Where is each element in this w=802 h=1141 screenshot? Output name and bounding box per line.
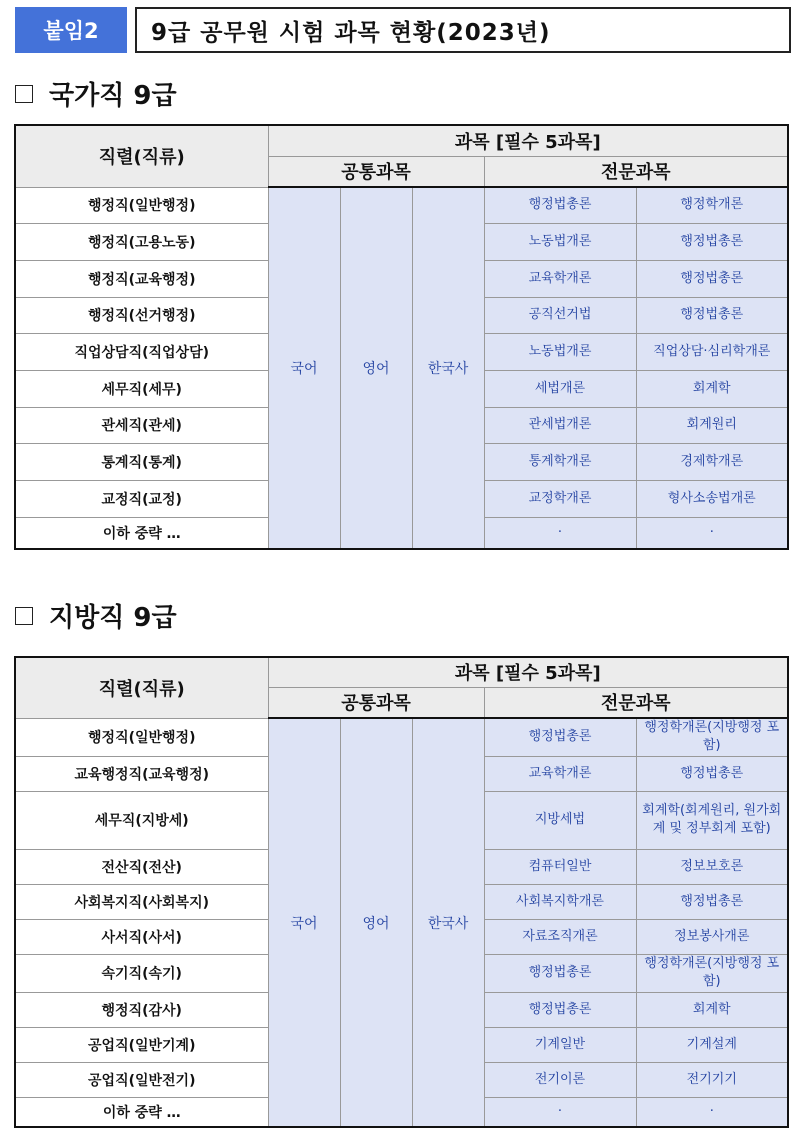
job-cell: 관세직(관세) (15, 407, 268, 443)
special-subject-cell: 행정법총론 (484, 187, 636, 223)
special-subject-cell: 공직선거법 (484, 297, 636, 333)
special-subject-cell: 행정법총론 (484, 954, 636, 992)
section-title-national-text: 국가직 9급 (49, 81, 177, 111)
job-cell: 직업상담직(직업상담) (15, 333, 268, 370)
document-title: 9급 공무원 시험 과목 현황(2023년) (135, 7, 791, 53)
special-subject-cell: 사회복지학개론 (484, 884, 636, 919)
special-subject-cell: 노동법개론 (484, 223, 636, 260)
header-job: 직렬(직류) (15, 657, 268, 718)
job-cell: 세무직(지방세) (15, 791, 268, 849)
special-subject-cell: 직업상담·심리학개론 (636, 333, 788, 370)
special-subject-cell: 기계설계 (636, 1027, 788, 1062)
job-cell: 세무직(세무) (15, 370, 268, 407)
special-subject-cell: 회계원리 (636, 407, 788, 443)
job-cell: 사회복지직(사회복지) (15, 884, 268, 919)
special-subject-cell: 통계학개론 (484, 443, 636, 480)
special-subject-cell: 전기기기 (636, 1062, 788, 1097)
special-subject-cell: 정보봉사개론 (636, 919, 788, 954)
header-job: 직렬(직류) (15, 125, 268, 187)
job-cell: 이하 중략 … (15, 1097, 268, 1127)
national-subject-table (14, 124, 789, 550)
special-subject-cell: 형사소송법개론 (636, 480, 788, 517)
special-subject-cell: · (636, 1097, 788, 1127)
special-subject-cell: 지방세법 (484, 791, 636, 849)
special-subject-cell: 행정법총론 (636, 756, 788, 791)
special-subject-cell: 노동법개론 (484, 333, 636, 370)
special-subject-cell: · (484, 1097, 636, 1127)
job-cell: 공업직(일반전기) (15, 1062, 268, 1097)
special-subject-cell: 교육학개론 (484, 756, 636, 791)
local-subject-table (14, 656, 789, 1128)
special-subject-cell: 자료조직개론 (484, 919, 636, 954)
table-row (15, 187, 788, 223)
special-subject-cell: 교정학개론 (484, 480, 636, 517)
table-row (15, 718, 788, 756)
special-subject-cell: 행정법총론 (636, 223, 788, 260)
common-subject-cell: 한국사 (412, 718, 484, 1127)
common-subject-cell: 국어 (268, 187, 340, 549)
checkbox-square-icon (15, 85, 33, 103)
special-subject-cell: 회계학(회계원리, 원가회계 및 정부회계 포함) (636, 791, 788, 849)
header-common: 공통과목 (268, 687, 484, 718)
header-subjects: 과목 [필수 5과목] (268, 657, 788, 687)
checkbox-square-icon (15, 607, 33, 625)
header-common: 공통과목 (268, 156, 484, 187)
special-subject-cell: · (484, 517, 636, 549)
job-cell: 행정직(일반행정) (15, 718, 268, 756)
special-subject-cell: 행정학개론 (636, 187, 788, 223)
special-subject-cell: 전기이론 (484, 1062, 636, 1097)
job-cell: 공업직(일반기계) (15, 1027, 268, 1062)
common-subject-cell: 영어 (340, 187, 412, 549)
attachment-badge: 붙임2 (15, 7, 127, 53)
common-subject-cell: 국어 (268, 718, 340, 1127)
document-header (15, 7, 791, 53)
special-subject-cell: 경제학개론 (636, 443, 788, 480)
job-cell: 교정직(교정) (15, 480, 268, 517)
special-subject-cell: 관세법개론 (484, 407, 636, 443)
special-subject-cell: 행정법총론 (636, 884, 788, 919)
special-subject-cell: 행정법총론 (636, 297, 788, 333)
job-cell: 행정직(선거행정) (15, 297, 268, 333)
special-subject-cell: · (636, 517, 788, 549)
job-cell: 행정직(일반행정) (15, 187, 268, 223)
special-subject-cell: 행정법총론 (484, 992, 636, 1027)
special-subject-cell: 세법개론 (484, 370, 636, 407)
job-cell: 통계직(통계) (15, 443, 268, 480)
job-cell: 사서직(사서) (15, 919, 268, 954)
job-cell: 행정직(교육행정) (15, 260, 268, 297)
job-cell: 전산직(전산) (15, 849, 268, 884)
common-subject-cell: 영어 (340, 718, 412, 1127)
special-subject-cell: 컴퓨터일반 (484, 849, 636, 884)
special-subject-cell: 행정학개론(지방행정 포함) (636, 718, 788, 756)
common-subject-cell: 한국사 (412, 187, 484, 549)
section-title-national (15, 75, 177, 112)
special-subject-cell: 교육학개론 (484, 260, 636, 297)
special-subject-cell: 회계학 (636, 370, 788, 407)
special-subject-cell: 행정법총론 (484, 718, 636, 756)
special-subject-cell: 정보보호론 (636, 849, 788, 884)
job-cell: 속기직(속기) (15, 954, 268, 992)
job-cell: 행정직(고용노동) (15, 223, 268, 260)
job-cell: 이하 중략 … (15, 517, 268, 549)
section-title-local-text: 지방직 9급 (49, 603, 177, 633)
section-title-local (15, 597, 177, 634)
job-cell: 교육행정직(교육행정) (15, 756, 268, 791)
special-subject-cell: 회계학 (636, 992, 788, 1027)
special-subject-cell: 행정법총론 (636, 260, 788, 297)
special-subject-cell: 기계일반 (484, 1027, 636, 1062)
header-subjects: 과목 [필수 5과목] (268, 125, 788, 156)
header-special: 전문과목 (484, 687, 788, 718)
header-special: 전문과목 (484, 156, 788, 187)
job-cell: 행정직(감사) (15, 992, 268, 1027)
special-subject-cell: 행정학개론(지방행정 포함) (636, 954, 788, 992)
